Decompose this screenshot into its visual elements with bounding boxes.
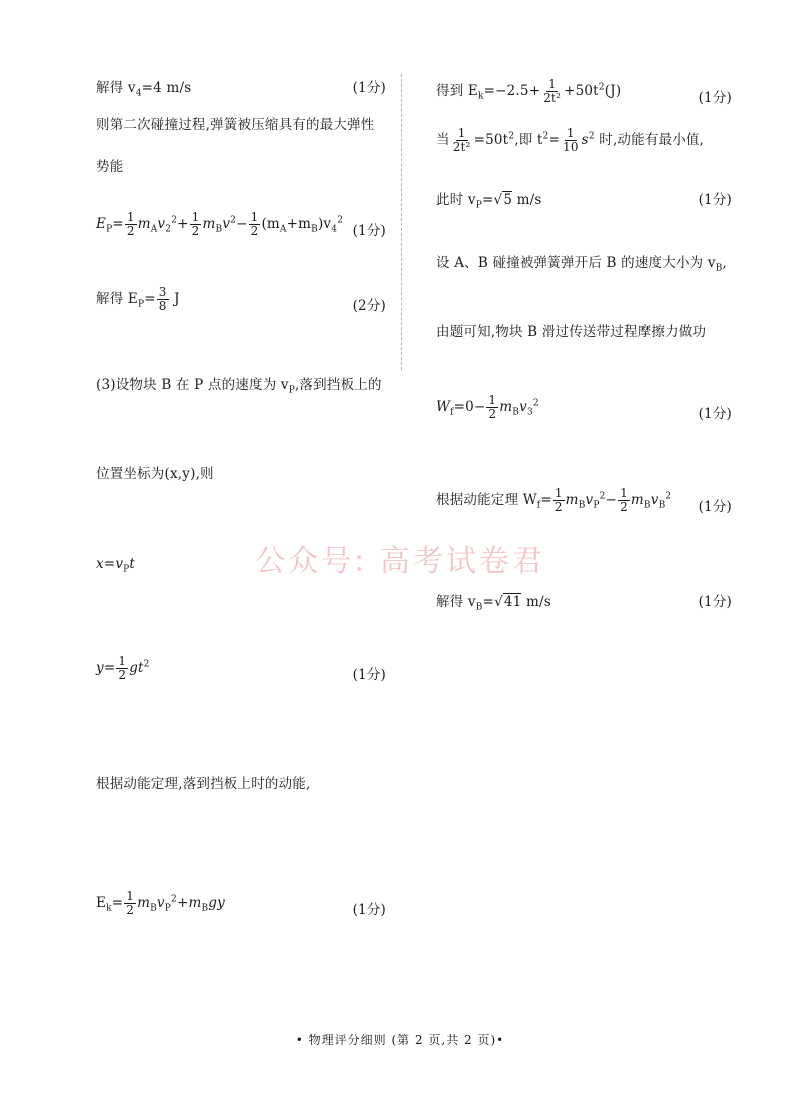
score-label: (1分) <box>698 192 732 208</box>
left-line-6: (3)设物块 B 在 P 点的速度为 $v_P$,落到挡板上的 <box>96 377 382 396</box>
left-line-1: 解得 $v_4=4$ m/s (1分) <box>96 76 386 99</box>
watermark-text: 公众号: 高考试卷君 <box>255 544 545 579</box>
score-label: (1分) <box>352 223 386 239</box>
left-line-4-formula: $E_P=$ $\frac{1}{2}$ $m_Av_2^2+$ $\frac{1}{2}$ $m_Bv^2-$ $\frac{1}{2}$ $(m_A+m_B)v_4^2$ (1分) <box>96 210 386 239</box>
score-label: (1分) <box>352 667 386 683</box>
score-label: (1分) <box>698 90 732 106</box>
right-line-4: 设 A、B 碰撞被弹簧弹开后 B 的速度大小为 $v_B$, <box>436 255 728 274</box>
score-label: (1分) <box>698 499 732 515</box>
column-divider <box>401 74 402 370</box>
score-label: (1分) <box>352 902 386 918</box>
left-line-8: $x=v_Pt$ <box>96 556 136 575</box>
left-line-3: 势能 <box>96 159 124 175</box>
score-label: (2分) <box>352 298 386 314</box>
page-footer: • 物理评分细则 (第 2 页,共 2 页)• <box>295 1033 505 1047</box>
right-line-3: 此时 $v_P=√5$ m/s (1分) <box>436 188 732 211</box>
right-line-6-formula: $W_f=0-$ $\frac{1}{2}$ $m_Bv_3^2$ (1分) <box>436 393 732 422</box>
left-line-9-formula: y= $\frac{1}{2}$ $gt^2$ (1分) <box>96 654 386 683</box>
right-line-2-formula: 当 $\frac{1}{\text{2t²}}$ $=50t^2$,即 $t^2=$ $\frac{1}{10}$ $s^2$ 时,动能有最小值, <box>436 126 705 154</box>
left-line-10: 根据动能定理,落到挡板上时的动能, <box>96 776 311 792</box>
right-line-1-formula: 得到 $E_k=-2.5+$ $\frac{1}{\text{2t²}}$ $+50t^2(J)$ (1分) <box>436 77 732 106</box>
left-line-7: 位置坐标为(x,y),则 <box>96 466 214 482</box>
right-line-8: 解得 $v_B=√41$ m/s (1分) <box>436 590 732 613</box>
right-line-7-formula: 根据动能定理 $W_f=$ $\frac{1}{2}$ $m_Bv_P^2-$ $\frac{1}{2}$ $m_Bv_B^2$ (1分) <box>436 486 732 515</box>
left-line-11-formula: $E_k=$ $\frac{1}{2}$ $m_Bv_P^2+m_Bgy$ (1分) <box>96 889 386 918</box>
left-line-5-formula: 解得 $E_P=$ $\frac{3}{8}$ J (2分) <box>96 285 386 314</box>
right-line-5: 由题可知,物块 B 滑过传送带过程摩擦力做功 <box>436 324 707 340</box>
score-label: (1分) <box>698 406 732 422</box>
score-label: (1分) <box>352 80 386 96</box>
score-label: (1分) <box>698 594 732 610</box>
left-line-2: 则第二次碰撞过程,弹簧被压缩具有的最大弹性 <box>96 117 375 133</box>
